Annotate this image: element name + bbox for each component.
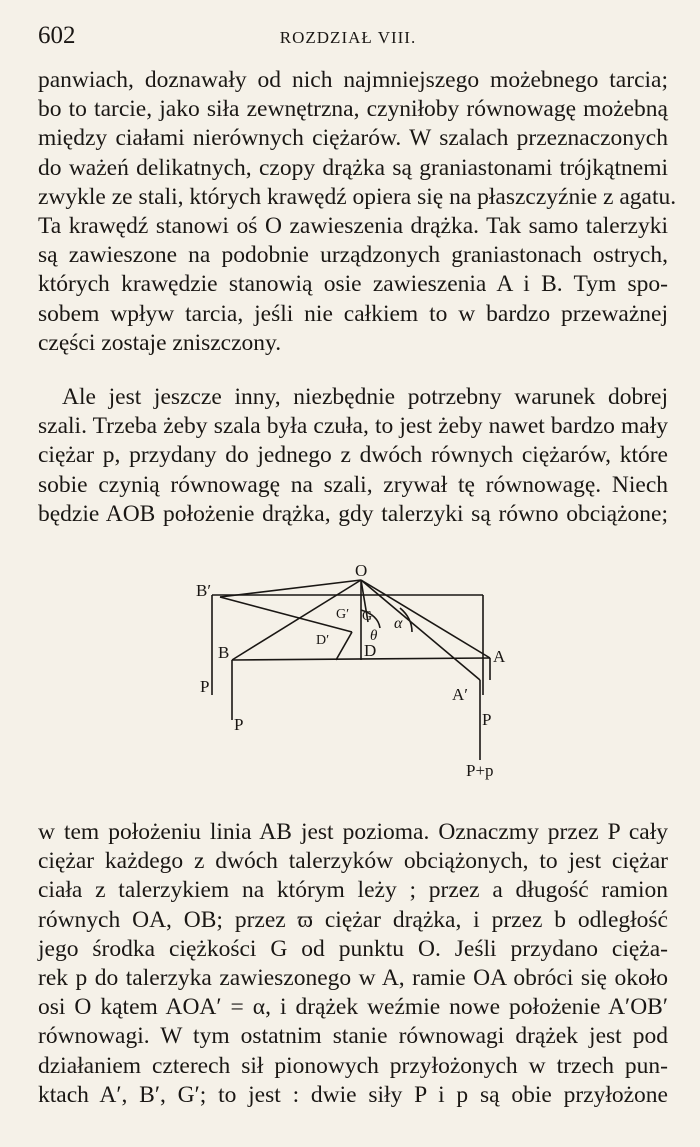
text-line: ciężar p, przydany do jednego z dwóch równych ciężarów, które — [38, 442, 668, 469]
label-A: A — [493, 647, 506, 666]
text-line: do ważeń delikatnych, czopy drążka są graniastonami trójkątnemi — [38, 154, 668, 181]
text-line: których krawędzie stanowią osie zawieszenia A i B. Tym spo- — [38, 271, 668, 298]
paragraph-1 — [38, 66, 677, 358]
text-line: szali. Trzeba żeby szala była czuła, to jest żeby nawet bardzo mały — [38, 413, 668, 440]
paragraph-2 — [38, 383, 668, 529]
text-line: rek p do talerzyka zawieszonego w A, ramie OA obróci się około — [38, 965, 668, 992]
label-P-plus-p: P+p — [466, 761, 494, 780]
label-theta: θ — [370, 628, 378, 644]
text-line: równowagi. W tym ostatnim stanie równowagi drążek jest pod — [38, 1023, 668, 1050]
balance-diagram — [190, 561, 520, 780]
label-P-left: P — [200, 677, 210, 696]
paragraph-3 — [38, 818, 668, 1110]
label-O: O — [355, 561, 368, 580]
text-line: będzie AOB położenie drążka, gdy talerzyki są równo obciążone; — [38, 500, 668, 527]
text-line: jego środka ciężkości G od punktu O. Jeśli przydano cięża- — [38, 935, 668, 962]
label-P-right: P — [482, 710, 492, 729]
page-header — [28, 22, 668, 52]
text-line: zwykle ze stali, których krawędź opiera się na płaszczyźnie z agatu. — [38, 183, 677, 210]
label-G-prime: G′ — [336, 607, 350, 622]
text-line: działaniem czterech sił pionowych przyłożonych w trzech pun- — [38, 1052, 668, 1079]
text-line: równych OA, OB; przez ϖ ciężar drążka, i przez b odległość — [38, 906, 668, 933]
text-line: ktach A′, B′, G′; to jest : dwie siły P i p są obie przyłożone — [38, 1081, 668, 1108]
label-A-prime: A′ — [452, 685, 468, 704]
label-B: B — [218, 643, 230, 662]
label-D: D — [364, 641, 377, 660]
text-line: są zawieszone na podobnie urządzonych graniastonach ostrych, — [38, 242, 668, 269]
text-line: ciężar każdego z dwóch talerzyków obciążonych, to jest ciężar — [38, 848, 668, 875]
text-line: w tem położeniu linia AB jest pozioma. Oznaczmy przez P cały — [38, 819, 668, 845]
text-line: bo to tarcie, jako siła zewnętrzna, czyniłoby równowagę możebną — [38, 96, 668, 123]
label-G: G — [362, 609, 373, 624]
text-line: między ciałami nierównych ciężarów. W szalach przeznaczonych — [38, 125, 668, 152]
text-line: Ta krawędź stanowi oś O zawieszenia drążka. Tak samo talerzyki — [38, 213, 668, 240]
text-line: sobem wpływ tarcia, jeśli nie całkiem to w bardzo przeważnej — [38, 300, 668, 327]
label-P-left-mid: P — [234, 715, 244, 734]
balance-diagram-svg — [190, 561, 520, 780]
label-alpha: α — [394, 615, 403, 632]
label-B-prime: B′ — [196, 581, 212, 600]
text-line: panwiach, doznawały od nich najmniejszego możebnego tarcia; — [38, 67, 668, 93]
text-line: Ale jest jeszcze inny, niezbędnie potrzebny warunek dobrej — [62, 384, 668, 410]
text-line: ciała z talerzykiem na którym leży ; przez a długość ramion — [38, 877, 668, 904]
text-line: części zostaje zniszczony. — [38, 329, 282, 356]
text-line: osi O kątem AOA′ = α, i drążek weźmie nowe położenie A′OB′ — [38, 994, 668, 1021]
page-number: 602 — [38, 22, 76, 49]
text-line: sobie czynią równowagę na szali, zrywał tę równowagę. Niech — [38, 471, 668, 498]
running-head: ROZDZIAŁ VIII. — [279, 28, 417, 47]
label-D-prime: D′ — [316, 633, 330, 648]
